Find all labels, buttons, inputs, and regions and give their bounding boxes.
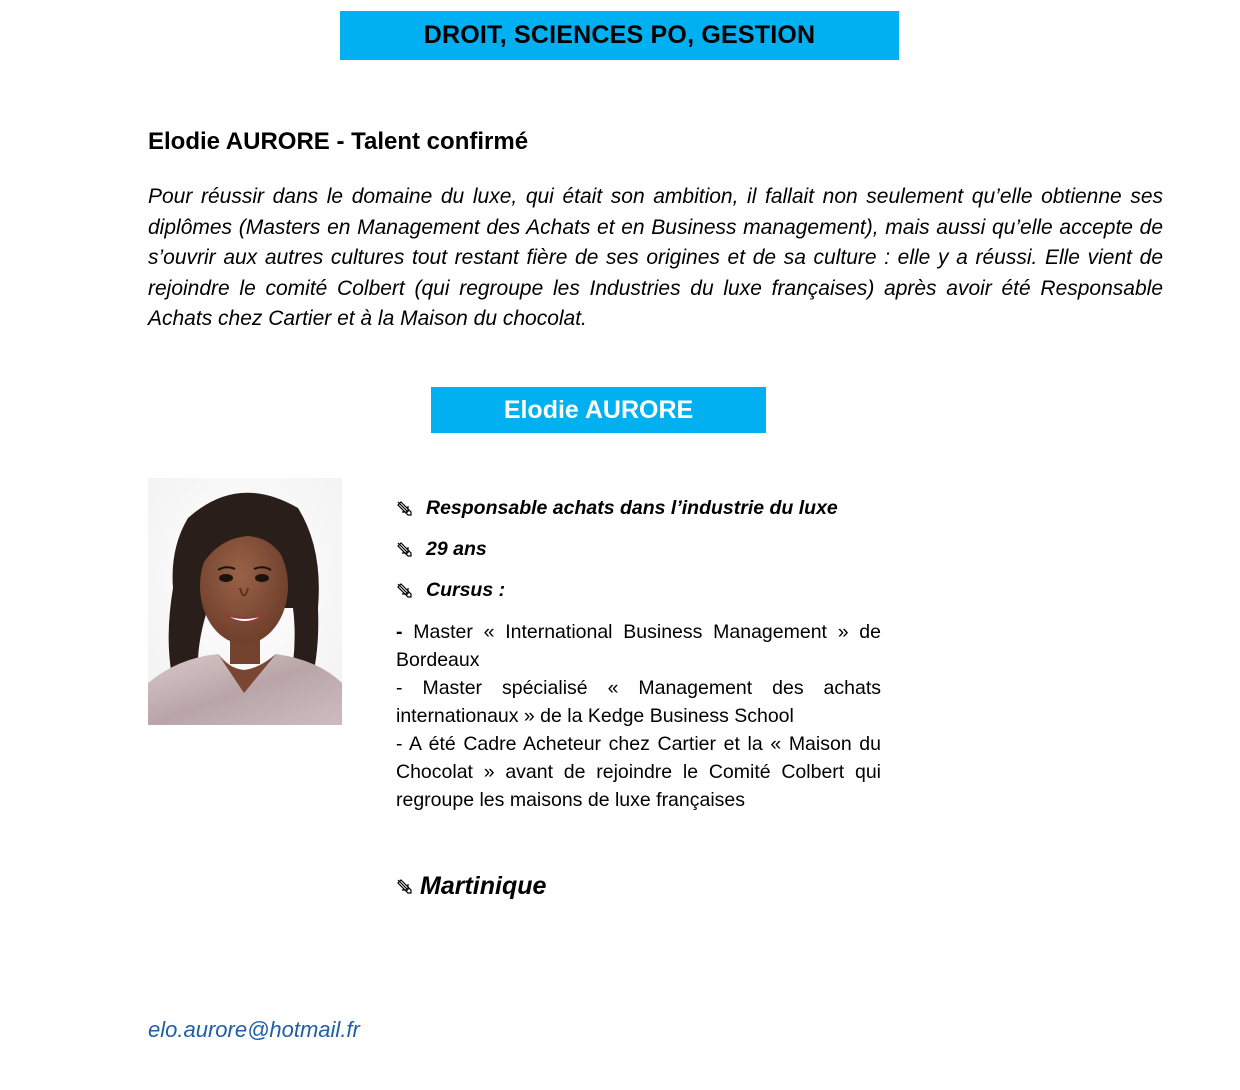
cursus-list [396, 618, 881, 814]
job-title: Responsable achats dans l’industrie du luxe [426, 497, 838, 519]
section-title-banner [340, 11, 899, 60]
profile-name: Elodie AURORE [503, 395, 694, 424]
cursus-item [396, 674, 881, 730]
name-banner [431, 387, 766, 433]
cursus-item [396, 618, 881, 674]
bullet-origin [396, 872, 546, 901]
outlined-arrow-icon [396, 582, 414, 600]
origin: Martinique [420, 872, 547, 900]
cursus-item [396, 730, 881, 814]
profile-bio: Pour réussir dans le domaine du luxe, qui était son ambition, il fallait non seulement qu’elle obtienne ses diplômes (Masters en Management des Achats et en Business management), mais aussi qu’elle accepte de s’ouvrir aux autres cultures tout restant fière de ses origines et de sa culture : elle y a réussi. Elle vient de rejoindre le comité Colbert (qui regroupe les Industries du luxe françaises) après avoir été Responsable Achats chez Cartier et à la Maison du chocolat. [148, 185, 1163, 330]
age: 29 ans [426, 538, 487, 560]
outlined-arrow-icon [396, 500, 414, 518]
bullet-job [396, 497, 838, 520]
bullet-cursus [396, 579, 505, 602]
bullet-age [396, 538, 487, 561]
section-title: DROIT, SCIENCES PO, GESTION [423, 21, 816, 49]
cursus-text: - A été Cadre Acheteur chez Cartier et la « Maison du Chocolat » avant de rejoindre le Comité Colbert qui regroupe les maisons de luxe françaises [396, 733, 881, 811]
email-link[interactable]: elo.aurore@hotmail.fr [148, 1017, 360, 1042]
cursus-label: Cursus : [426, 579, 506, 601]
profile-headline: Elodie AURORE - Talent confirmé [148, 128, 529, 155]
portrait-photo [148, 478, 342, 725]
cursus-text: - Master spécialisé « Management des achats internationaux » de la Kedge Business School [396, 677, 881, 727]
outlined-arrow-icon [396, 541, 414, 559]
outlined-arrow-icon [396, 878, 414, 896]
cursus-text: Master « International Business Management » de Bordeaux [396, 621, 881, 671]
cursus-dash: - [396, 621, 403, 643]
